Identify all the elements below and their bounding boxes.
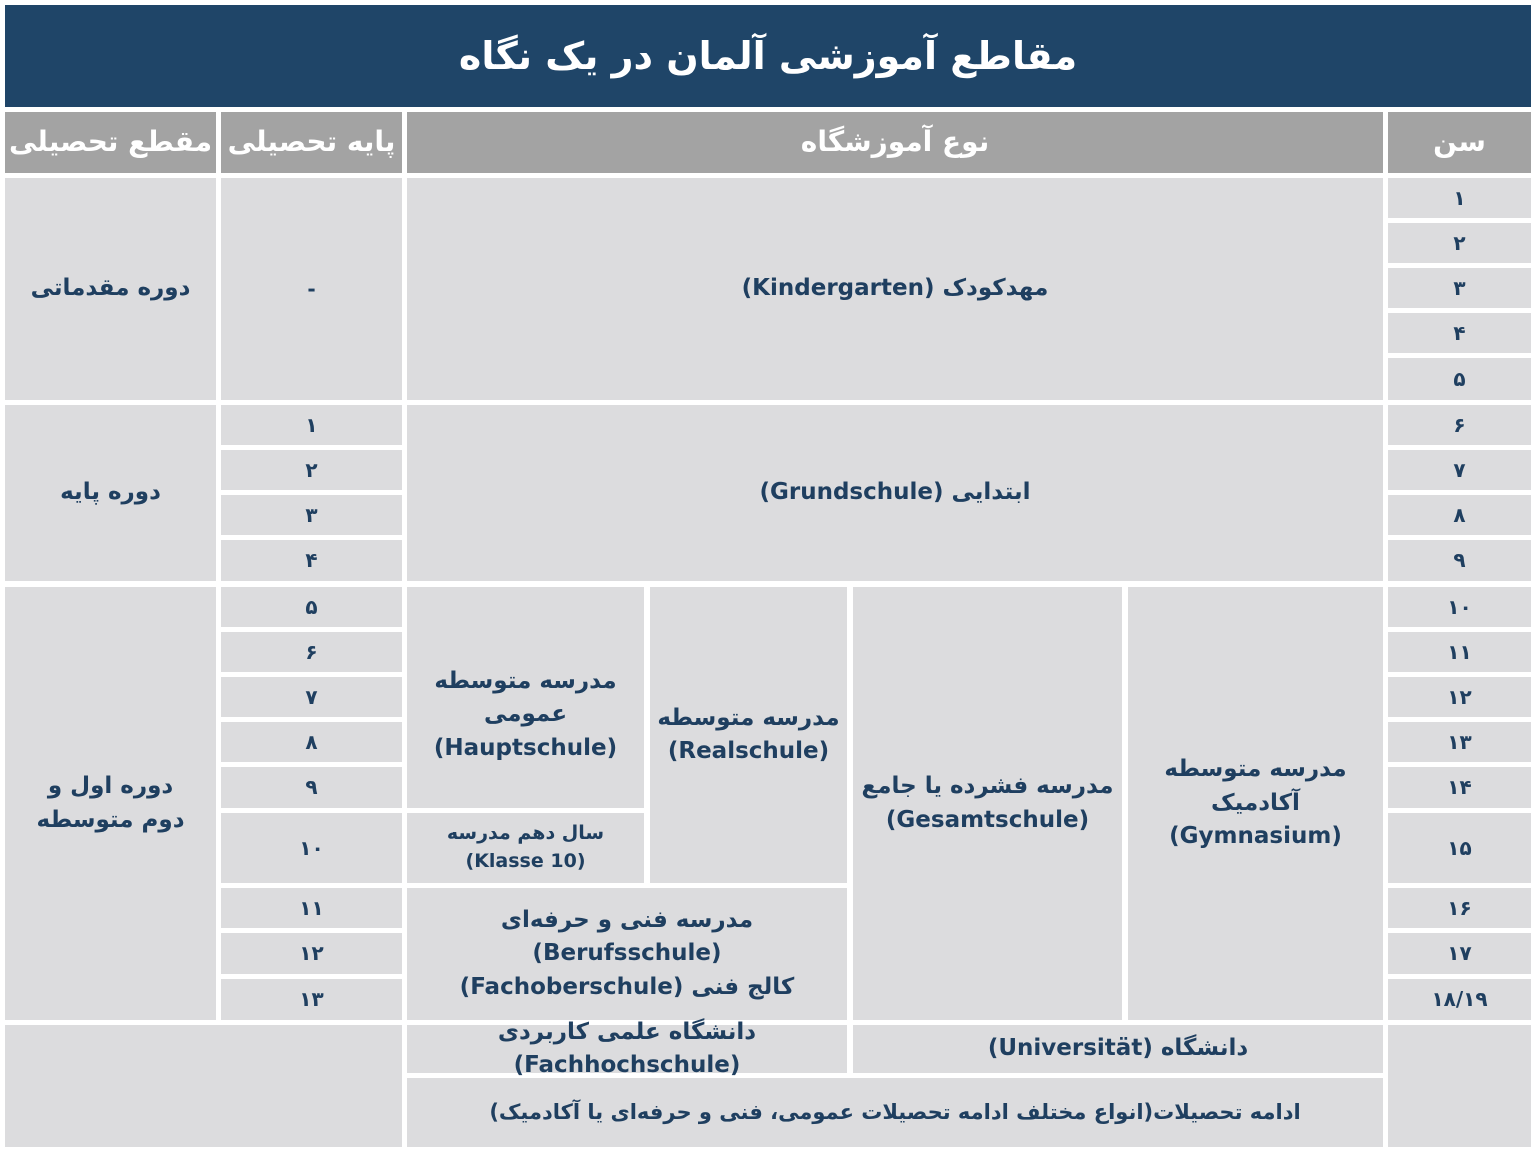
age-12: ۱۲: [1388, 677, 1531, 717]
title-bar: [5, 5, 1531, 107]
grade-preschool: -: [221, 178, 402, 400]
header-grade: پایه تحصیلی: [221, 112, 402, 173]
age-4: ۴: [1388, 313, 1531, 353]
age-2: ۲: [1388, 223, 1531, 263]
grade-2: ۲: [221, 450, 402, 490]
age-9: ۹: [1388, 540, 1531, 581]
school-hauptschule: مدرسه متوسطه عمومی (Hauptschule): [407, 587, 644, 808]
header-school-type: نوع آموزشگاه: [407, 112, 1383, 173]
header-stage: مقطع تحصیلی: [5, 112, 216, 173]
school-klasse10: سال دهم مدرسه (Klasse 10): [407, 813, 644, 883]
age-16: ۱۶: [1388, 888, 1531, 928]
age-7: ۷: [1388, 450, 1531, 490]
school-fachhochschule: دانشگاه علمی کاربردی (Fachhochschule): [407, 1025, 847, 1073]
grade-8: ۸: [221, 722, 402, 762]
school-grundschule: ابتدایی (Grundschule): [407, 405, 1383, 581]
grade-3: ۳: [221, 495, 402, 535]
grade-10: ۱۰: [221, 813, 402, 883]
school-kindergarten: مهدکودک (Kindergarten): [407, 178, 1383, 400]
age-13: ۱۳: [1388, 722, 1531, 762]
school-realschule: مدرسه متوسطه (Realschule): [650, 587, 847, 883]
age-11: ۱۱: [1388, 632, 1531, 672]
grade-6: ۶: [221, 632, 402, 672]
grade-11: ۱۱: [221, 888, 402, 928]
grade-4: ۴: [221, 540, 402, 581]
further-education: ادامه تحصیلات(انواع مختلف ادامه تحصیلات عمومی، فنی و حرفه‌ای یا آکادمیک): [407, 1078, 1383, 1147]
age-15: ۱۵: [1388, 813, 1531, 883]
age-10: ۱۰: [1388, 587, 1531, 627]
school-berufsschule: مدرسه فنی و حرفه‌ای (Berufsschule) کالج فنی (Fachoberschule): [407, 888, 847, 1020]
school-gesamtschule: مدرسه فشرده یا جامع (Gesamtschule): [853, 587, 1122, 1020]
grade-12: ۱۲: [221, 933, 402, 974]
age-6: ۶: [1388, 405, 1531, 445]
school-universitat: دانشگاه (Universität): [853, 1025, 1383, 1073]
grade-9: ۹: [221, 767, 402, 808]
stage-preschool: دوره مقدماتی: [5, 178, 216, 400]
age-5: ۵: [1388, 358, 1531, 400]
stage-primary: دوره پایه: [5, 405, 216, 581]
age-1: ۱: [1388, 178, 1531, 218]
stage-empty: [5, 1025, 402, 1147]
header-age: سن: [1388, 112, 1531, 173]
age-18-19: ۱۸/۱۹: [1388, 979, 1531, 1020]
grade-1: ۱: [221, 405, 402, 445]
grade-13: ۱۳: [221, 979, 402, 1020]
stage-secondary: دوره اول و دوم متوسطه: [5, 587, 216, 1020]
grade-5: ۵: [221, 587, 402, 627]
school-gymnasium: مدرسه متوسطه آکادمیک (Gymnasium): [1128, 587, 1383, 1020]
age-14: ۱۴: [1388, 767, 1531, 808]
age-8: ۸: [1388, 495, 1531, 535]
age-3: ۳: [1388, 268, 1531, 308]
age-empty: [1388, 1025, 1531, 1147]
page-title: مقاطع آموزشی آلمان در یک نگاه: [458, 34, 1078, 78]
grade-7: ۷: [221, 677, 402, 717]
age-17: ۱۷: [1388, 933, 1531, 974]
